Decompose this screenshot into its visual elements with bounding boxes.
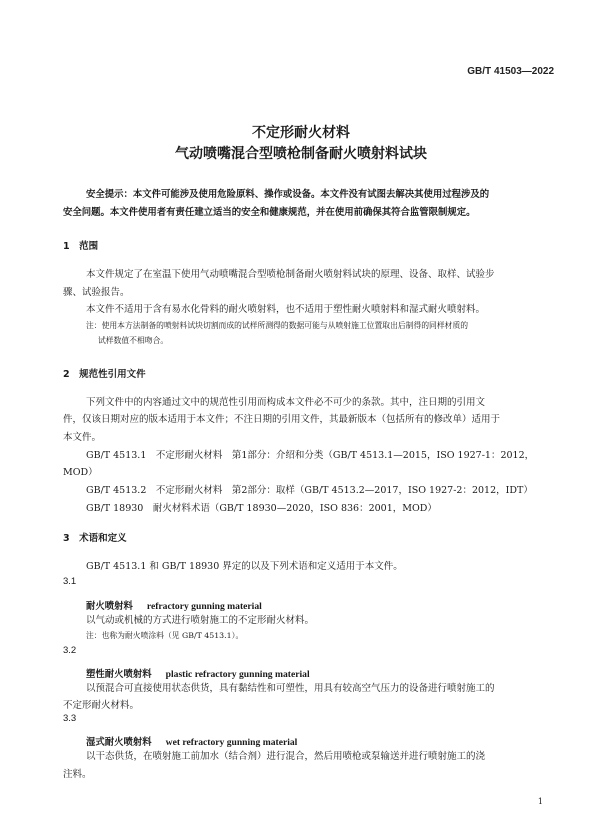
reference-1-line-2: MOD）	[63, 467, 98, 478]
term-3-2-chinese: 塑性耐火喷射料	[86, 669, 152, 680]
term-3-3-english: wet refractory gunning material	[165, 737, 298, 748]
title-line-1: 不定形耐火材料	[252, 125, 350, 141]
normative-paragraph-line-1: 下列文件中的内容通过文中的规范性引用而构成本文件必不可少的条款。其中，注日期的引用文	[86, 397, 486, 408]
term-3-2-title	[86, 662, 310, 681]
term-3-3-title	[86, 730, 297, 749]
safety-notice-line-1: 安全提示：本文件可能涉及使用危险原料、操作或设备。本文件没有试图去解决其使用过程涉及的	[86, 189, 490, 200]
scope-note-line-1: 注：使用本方法制备的喷射料试块切割而成的试样所测得的数据可能与从喷射施工位置取出后制得的同样材质的	[86, 321, 469, 330]
scope-paragraph-1-line-1: 本文件规定了在室温下使用气动喷嘴混合型喷枪制备耐火喷射料试块的原理、设备、取样、试验步	[86, 269, 495, 280]
term-3-3-chinese: 湿式耐火喷射料	[86, 737, 152, 748]
term-3-2-definition-line-1: 以预混合可直接使用状态供货，具有黏结性和可塑性，用具有较高空气压力的设备进行喷射施工的	[86, 683, 495, 694]
scope-paragraph-2: 本文件不适用于含有易水化骨料的耐火喷射料，也不适用于塑性耐火喷射料和湿式耐火喷射料。	[86, 304, 486, 315]
standard-number: GB/T 41503—2022	[467, 66, 554, 77]
term-3-3-definition-line-2: 注料。	[63, 769, 92, 780]
term-3-2-number: 3.2	[63, 645, 77, 656]
term-3-1-title	[86, 594, 262, 613]
scope-paragraph-1-line-2: 骤、试验报告。	[63, 287, 130, 298]
reference-1-line-1: GB/T 4513.1 不定形耐火材料 第1部分：介绍和分类（GB/T 4513.1—2015，ISO 1927-1：2012，	[86, 450, 535, 461]
safety-notice-line-2: 安全问题。本文件使用者有责任建立适当的安全和健康规范，并在使用前确保其符合监管限制规定。	[63, 207, 476, 218]
term-3-1-chinese: 耐火喷射料	[86, 601, 133, 612]
term-3-1-note: 注：也称为耐火喷涂料（见 GB/T 4513.1）。	[86, 631, 244, 640]
reference-2: GB/T 4513.2 不定形耐火材料 第2部分：取样（GB/T 4513.2—2017，ISO 1927-2：2012，IDT）	[86, 485, 533, 496]
term-3-1-number: 3.1	[63, 576, 77, 587]
term-3-3-definition-line-1: 以干态供货，在喷射施工前加水（结合剂）进行混合，然后用喷枪或泵输送并进行喷射施工的浇	[86, 751, 486, 762]
section-3-heading: 3 术语和定义	[63, 533, 127, 544]
scope-note-line-2: 试样数值不相吻合。	[98, 336, 169, 345]
title-line-2: 气动喷嘴混合型喷枪制备耐火喷射料试块	[175, 146, 427, 162]
term-3-1-english: refractory gunning material	[146, 601, 262, 612]
normative-paragraph-line-3: 本文件。	[63, 432, 102, 443]
terms-intro: GB/T 4513.1 和 GB/T 18930 界定的以及下列术语和定义适用于本文件。	[86, 561, 403, 572]
term-3-2-english: plastic refractory gunning material	[165, 669, 310, 680]
section-1-heading: 1 范围	[63, 241, 99, 252]
term-3-1-definition: 以气动或机械的方式进行喷射施工的不定形耐火材料。	[86, 615, 315, 626]
normative-paragraph-line-2: 件，仅该日期对应的版本适用于本文件；不注日期的引用文件，其最新版本（包括所有的修改单）适用于	[63, 414, 501, 425]
reference-3: GB/T 18930 耐火材料术语（GB/T 18930—2020，ISO 836：2001，MOD）	[86, 503, 437, 514]
term-3-3-number: 3.3	[63, 713, 77, 724]
page-number: 1	[537, 797, 543, 806]
term-3-2-definition-line-2: 不定形耐火材料。	[63, 700, 140, 711]
section-2-heading: 2 规范性引用文件	[63, 369, 146, 380]
